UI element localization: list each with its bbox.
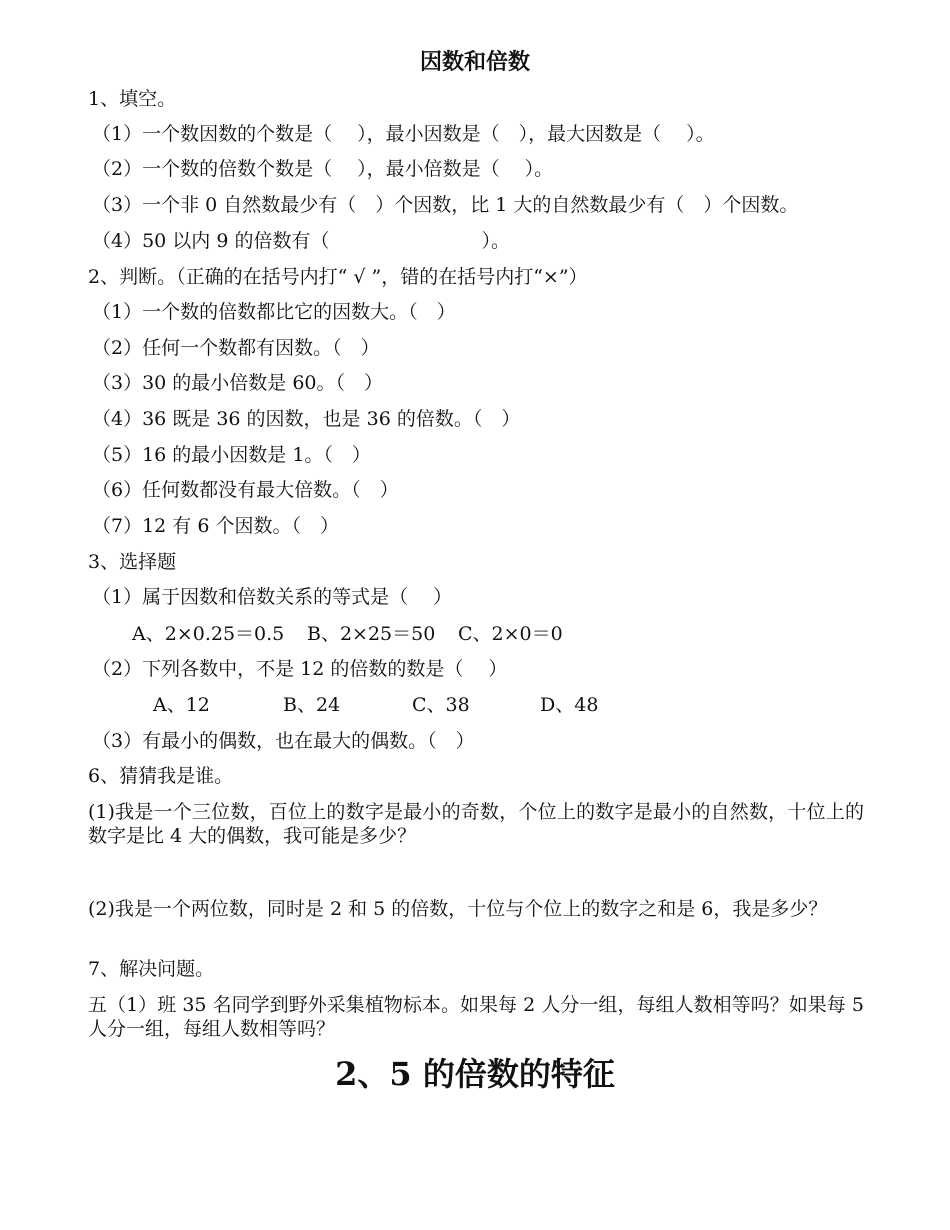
section-guess-heading: 6、猜猜我是谁。 [88, 765, 234, 787]
judge-question-4: （4）36 既是 36 的因数，也是 36 的倍数。（ ） [92, 408, 521, 430]
choice-q1-option-b: B、2×25＝50 [307, 623, 436, 645]
choice-q2-option-c: C、38 [412, 694, 470, 716]
page-title: 因数和倍数 [419, 49, 530, 75]
section-solve-heading: 7、解决问题。 [88, 958, 215, 980]
judge-question-3: （3）30 的最小倍数是 60。（ ） [92, 372, 384, 394]
judge-question-6: （6）任何数都没有最大倍数。（ ） [92, 479, 399, 501]
choice-q2-option-d: D、48 [540, 694, 599, 716]
judge-question-7: （7）12 有 6 个因数。（ ） [92, 515, 339, 537]
choice-q1-option-c: C、2×0＝0 [458, 623, 563, 645]
judge-question-5: （5）16 的最小因数是 1。（ ） [92, 444, 371, 466]
judge-question-1: （1）一个数的倍数都比它的因数大。（ ） [92, 301, 456, 323]
choice-question-2: （2）下列各数中，不是 12 的倍数的数是（ ） [92, 658, 508, 680]
choice-q2-option-a: A、12 [153, 694, 210, 716]
guess-question-2: (2)我是一个两位数，同时是 2 和 5 的倍数，十位与个位上的数字之和是 6，我是多少？ [88, 898, 828, 920]
fill-question-4: （4）50 以内 9 的倍数有（ ）。 [92, 230, 510, 252]
guess-question-1: (1)我是一个三位数，百位上的数字是最小的奇数，个位上的数字是最小的自然数，十位上的数字是比 4 大的偶数，我可能是多少？ [88, 801, 864, 847]
section-judge-heading: 2、判断。（正确的在括号内打“ √ ”，错的在括号内打“×”） [88, 266, 588, 288]
fill-question-3: （3）一个非 0 自然数最少有（ ）个因数，比 1 大的自然数最少有（ ）个因数。 [92, 194, 799, 216]
choice-q1-option-a: A、2×0.25＝0.5 [132, 623, 285, 645]
solve-question-1: 五（1）班 35 名同学到野外采集植物标本。如果每 2 人分一组，每组人数相等吗？如果每 5 人分一组，每组人数相等吗？ [88, 994, 864, 1040]
judge-question-2: （2）任何一个数都有因数。（ ） [92, 337, 380, 359]
next-section-title: 2、5 的倍数的特征 [335, 1055, 615, 1093]
choice-question-1: （1）属于因数和倍数关系的等式是（ ） [92, 586, 453, 608]
section-fill-heading: 1、填空。 [88, 88, 177, 110]
fill-question-2: （2）一个数的倍数个数是（ ），最小倍数是（ ）。 [92, 158, 554, 180]
choice-question-3: （3）有最小的偶数，也在最大的偶数。（ ） [92, 730, 475, 752]
choice-q2-option-b: B、24 [283, 694, 341, 716]
fill-question-1: （1）一个数因数的个数是（ ），最小因数是（ ），最大因数是（ ）。 [92, 123, 715, 145]
section-choice-heading: 3、选择题 [88, 551, 177, 573]
